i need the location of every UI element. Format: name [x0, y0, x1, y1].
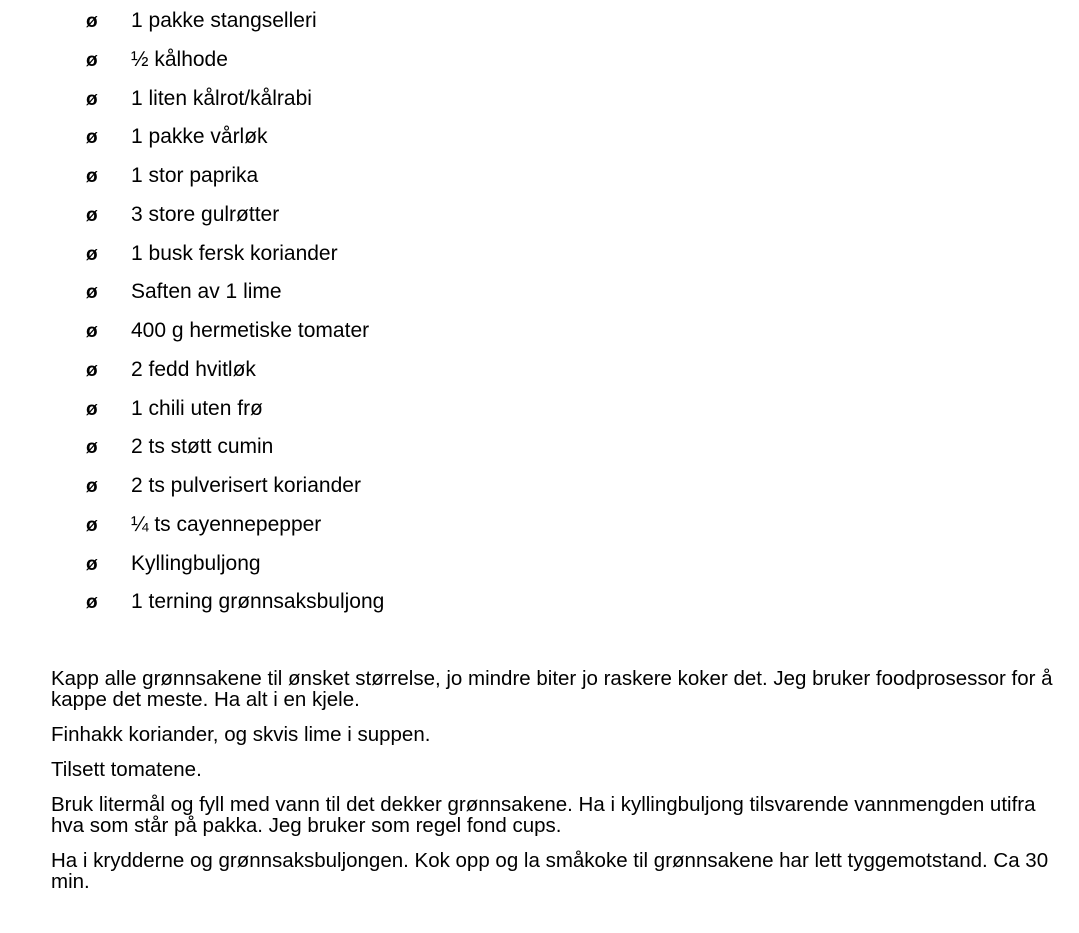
ingredient-text: 1 pakke vårløk: [131, 125, 268, 149]
bullet-icon: ø: [86, 476, 98, 497]
instruction-paragraph: Kapp alle grønnsakene til ønsket størrelse, jo mindre biter jo raskere koker det. Jeg bruker foodprosessor for å kappe det meste. Ha alt i en kjele.: [51, 667, 1053, 711]
ingredient-text: 2 ts støtt cumin: [131, 435, 274, 459]
bullet-icon: ø: [86, 514, 98, 536]
ingredient-item: [0, 426, 1079, 465]
bullet-icon: ø: [86, 243, 98, 265]
ingredient-text: 1 stor paprika: [131, 164, 259, 187]
ingredient-text: ½ kålhode: [131, 47, 228, 71]
bullet-icon: ø: [86, 127, 98, 149]
instruction-paragraph: Bruk litermål og fyll med vann til det dekker grønnsakene. Ha i kyllingbuljong tilsvarende vannmengden utifra hva som står på pakka. Jeg bruker som regel fond cups.: [51, 793, 1036, 837]
ingredient-item: [0, 155, 1079, 194]
ingredient-item: [0, 39, 1079, 78]
ingredient-item: [0, 116, 1079, 155]
ingredient-text: 1 terning grønnsaksbuljong: [131, 590, 385, 614]
ingredient-item: [0, 349, 1079, 388]
instructions: [51, 668, 1071, 906]
ingredient-item: [0, 0, 1079, 39]
ingredient-item: [0, 78, 1079, 117]
ingredient-item: [0, 233, 1079, 272]
bullet-icon: ø: [86, 166, 98, 187]
ingredient-item: [0, 310, 1079, 349]
bullet-icon: ø: [86, 592, 98, 614]
bullet-icon: ø: [86, 11, 98, 32]
ingredient-text: 1 pakke stangselleri: [131, 9, 317, 32]
bullet-icon: ø: [86, 398, 98, 420]
bullet-icon: ø: [86, 88, 98, 110]
ingredient-item: [0, 271, 1079, 310]
bullet-icon: ø: [86, 321, 98, 342]
bullet-icon: ø: [86, 282, 98, 304]
bullet-icon: ø: [86, 437, 98, 459]
instruction-paragraph: Tilsett tomatene.: [51, 758, 202, 781]
ingredient-text: ¼ ts cayennepepper: [131, 512, 322, 536]
bullet-icon: ø: [86, 359, 98, 381]
ingredient-text: 1 chili uten frø: [131, 396, 263, 420]
ingredient-text: 1 liten kålrot/kålrabi: [131, 86, 312, 110]
ingredient-item: [0, 504, 1079, 543]
ingredient-text: 400 g hermetiske tomater: [131, 319, 370, 342]
ingredient-text: 2 ts pulverisert koriander: [131, 474, 361, 497]
ingredient-text: Saften av 1 lime: [131, 280, 282, 304]
ingredient-text: Kyllingbuljong: [131, 551, 261, 575]
ingredient-item: [0, 543, 1079, 582]
instruction-paragraph: Finhakk koriander, og skvis lime i suppen.: [51, 723, 431, 746]
instruction-paragraph: Ha i krydderne og grønnsaksbuljongen. Kok opp og la småkoke til grønnsakene har lett tyggemotstand. Ca 30 min.: [51, 849, 1049, 893]
ingredient-text: 2 fedd hvitløk: [131, 357, 256, 381]
ingredient-text: 3 store gulrøtter: [131, 202, 280, 226]
ingredient-item: [0, 581, 1079, 620]
bullet-icon: ø: [86, 553, 98, 575]
ingredient-item: [0, 465, 1079, 504]
bullet-icon: ø: [86, 49, 98, 71]
bullet-icon: ø: [86, 204, 98, 226]
ingredient-item: [0, 194, 1079, 233]
ingredient-item: [0, 388, 1079, 427]
ingredient-text: 1 busk fersk koriander: [131, 241, 338, 265]
